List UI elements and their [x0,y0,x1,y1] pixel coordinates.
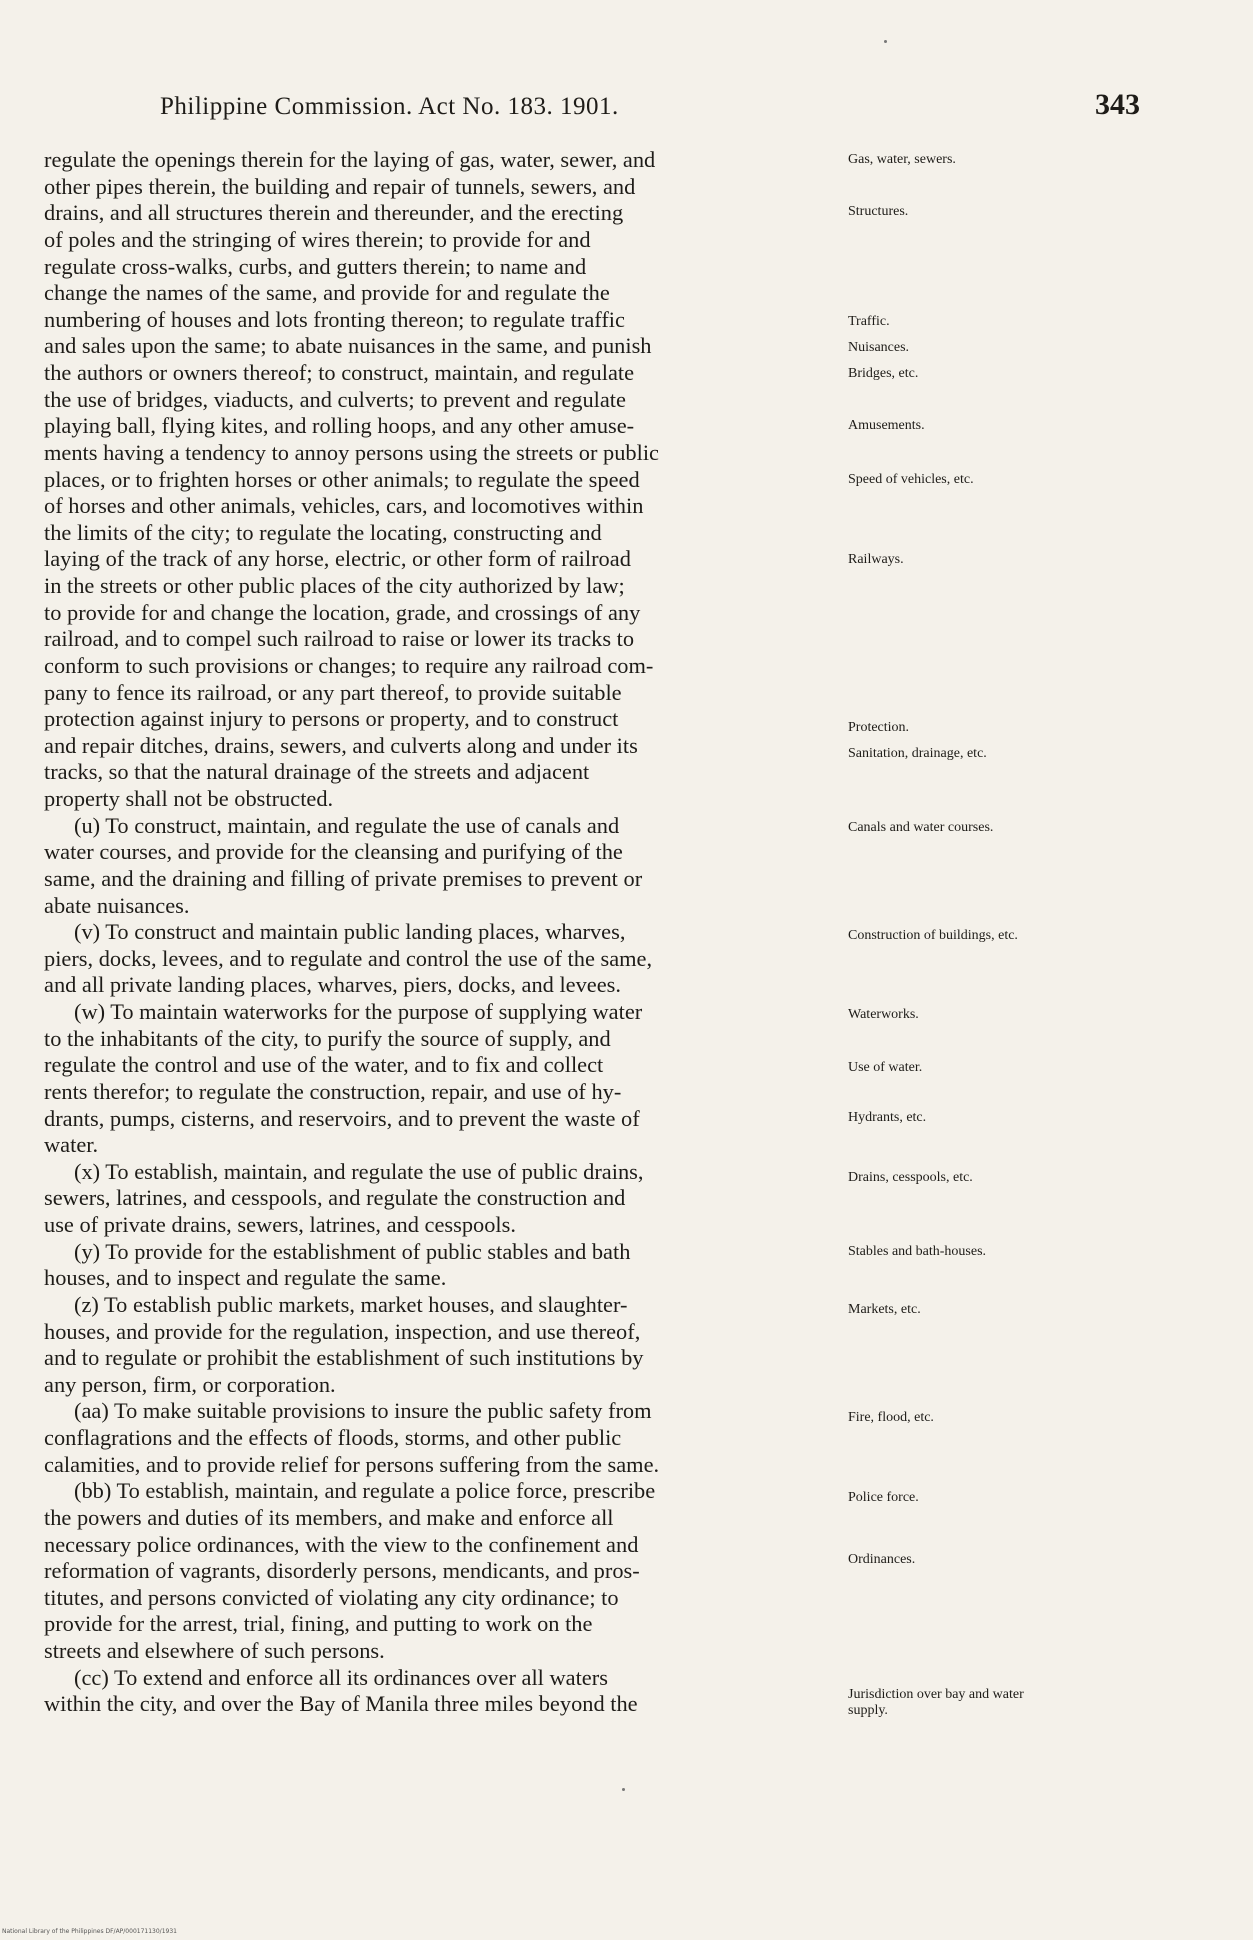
text-line: in the streets or other public places of the city authorized by law; [44,573,625,598]
text-line: houses, and provide for the regulation, inspection, and use thereof, [44,1318,641,1344]
margin-note-protection: Protection. [848,720,910,735]
margin-note-bridges: Bridges, etc. [848,366,919,381]
text-line: regulate the control and use of the water, and to fix and collect [44,1052,604,1078]
margin-note-canals: Canals and water courses. [848,820,994,835]
margin-note-construction: Construction of buildings, etc. [848,928,1018,943]
margin-note-nuisances: Nuisances. [848,340,910,355]
scan-speck [884,40,887,43]
text-line: railroad, and to compel such railroad to raise or lower its tracks to [44,626,635,652]
margin-note-railways: Railways. [848,552,904,567]
margin-note-gas: Gas, water, sewers. [848,152,956,167]
text-line: same, and the draining and filling of private premises to prevent or [44,865,643,891]
text-line: numbering of houses and lots fronting thereon; to regulate traffic [44,306,625,332]
text-line: sewers, latrines, and cesspools, and regulate the construction and [44,1185,626,1211]
scan-id: National Library of the Philippines DF/AP/000171130/1931 [2,1928,177,1935]
section-cc-start: (cc) To extend and enforce all its ordinances over all waters [74,1664,608,1690]
text-line: reformation of vagrants, disorderly persons, mendicants, and pros- [44,1558,640,1584]
text-line: water. [44,1132,99,1158]
text-line: regulate the openings therein for the laying of gas, water, sewer, and [44,147,656,172]
margin-note-sanitation: Sanitation, drainage, etc. [848,746,987,761]
section-y-start: (y) To provide for the establishment of public stables and bath [74,1238,631,1264]
section-aa-start: (aa) To make suitable provisions to insure the public safety from [74,1398,652,1424]
running-head: Philippine Commission. Act No. 183. 1901. [160,93,619,120]
text-line: of poles and the stringing of wires therein; to provide for and [44,226,591,252]
text-line: places, or to frighten horses or other animals; to regulate the speed [44,466,640,492]
text-line: abate nuisances. [44,892,190,918]
section-x-start: (x) To establish, maintain, and regulate the use of public drains, [74,1158,644,1184]
text-line: and to regulate or prohibit the establishment of such institutions by [44,1345,644,1371]
text-line: conflagrations and the effects of floods, storms, and other public [44,1425,622,1450]
margin-note-stables: Stables and bath-houses. [848,1244,987,1259]
text-line: other pipes therein, the building and repair of tunnels, sewers, and [44,173,636,199]
text-line: use of private drains, sewers, latrines, and cesspools. [44,1212,516,1237]
text-line: streets and elsewhere of such persons. [44,1638,385,1663]
text-line: pany to fence its railroad, or any part thereof, to provide suitable [44,679,622,705]
text-line: rents therefor; to regulate the construction, repair, and use of hy- [44,1078,622,1104]
text-line: the powers and duties of its members, and make and enforce all [44,1504,614,1530]
margin-note-jurisdiction: Jurisdiction over bay and water supply. [848,1687,1024,1718]
text-line: protection against injury to persons or property, and to construct [44,706,619,732]
margin-note-markets: Markets, etc. [848,1302,921,1317]
page-number: 343 [1095,88,1140,121]
margin-note-fire: Fire, flood, etc. [848,1410,934,1425]
text-line: drants, pumps, cisterns, and reservoirs, and to prevent the waste of [44,1105,640,1131]
text-line: necessary police ordinances, with the view to the confinement and [44,1531,639,1557]
text-line: piers, docks, levees, and to regulate and control the use of the same, [44,945,653,971]
text-line: provide for the arrest, trial, fining, and putting to work on the [44,1611,593,1637]
margin-note-waterworks: Waterworks. [848,1007,919,1022]
margin-note-amusements: Amusements. [848,418,925,433]
text-line: to the inhabitants of the city, to purify the source of supply, and [44,1025,611,1051]
text-line: drains, and all structures therein and thereunder, and the erecting [44,200,624,226]
text-line: titutes, and persons convicted of violating any city ordinance; to [44,1584,619,1610]
text-line: and sales upon the same; to abate nuisances in the same, and punish [44,333,652,359]
margin-note-speed: Speed of vehicles, etc. [848,472,974,487]
text-line: playing ball, flying kites, and rolling hoops, and any other amuse- [44,413,635,439]
text-line: change the names of the same, and provide for and regulate the [44,280,610,306]
section-bb-start: (bb) To establish, maintain, and regulate a police force, prescribe [74,1478,656,1504]
margin-note-drains: Drains, cesspools, etc. [848,1170,973,1185]
text-line: within the city, and over the Bay of Manila three miles beyond the [44,1691,638,1717]
margin-note-ordinances: Ordinances. [848,1552,916,1567]
section-u-start: (u) To construct, maintain, and regulate the use of canals and [74,812,620,838]
margin-note-traffic: Traffic. [848,314,890,329]
margin-note-police: Police force. [848,1490,919,1505]
margin-note-use-of-water: Use of water. [848,1060,923,1075]
text-line: the authors or owners thereof; to construct, maintain, and regulate [44,360,635,385]
text-line: and repair ditches, drains, sewers, and culverts along and under its [44,732,638,758]
margin-note-hydrants: Hydrants, etc. [848,1110,927,1125]
text-line: of horses and other animals, vehicles, cars, and locomotives within [44,493,644,519]
text-line: conform to such provisions or changes; to require any railroad com- [44,652,654,678]
section-z-start: (z) To establish public markets, market houses, and slaughter- [74,1291,628,1317]
body-text [44,147,842,1718]
text-line: the limits of the city; to regulate the locating, constructing and [44,519,602,545]
text-line: laying of the track of any horse, electric, or other form of railroad [44,546,631,572]
section-v-start: (v) To construct and maintain public landing places, wharves, [74,919,626,945]
scan-speck [622,1788,625,1791]
section-w-start: (w) To maintain waterworks for the purpose of supplying water [74,999,643,1024]
text-line: and all private landing places, wharves, piers, docks, and levees. [44,972,621,998]
margin-note-structures: Structures. [848,204,909,219]
text-line: tracks, so that the natural drainage of the streets and adjacent [44,759,590,785]
text-line: water courses, and provide for the cleansing and purifying of the [44,839,623,865]
text-line: any person, firm, or corporation. [44,1371,336,1397]
text-line: to provide for and change the location, grade, and crossings of any [44,599,641,625]
text-line: houses, and to inspect and regulate the same. [44,1265,447,1291]
text-line: regulate cross-walks, curbs, and gutters therein; to name and [44,253,587,279]
text-line: the use of bridges, viaducts, and culverts; to prevent and regulate [44,386,626,412]
text-line: ments having a tendency to annoy persons using the streets or public [44,439,659,465]
text-line: property shall not be obstructed. [44,786,334,811]
page-header [160,88,1140,122]
text-line: calamities, and to provide relief for persons suffering from the same. [44,1451,660,1477]
